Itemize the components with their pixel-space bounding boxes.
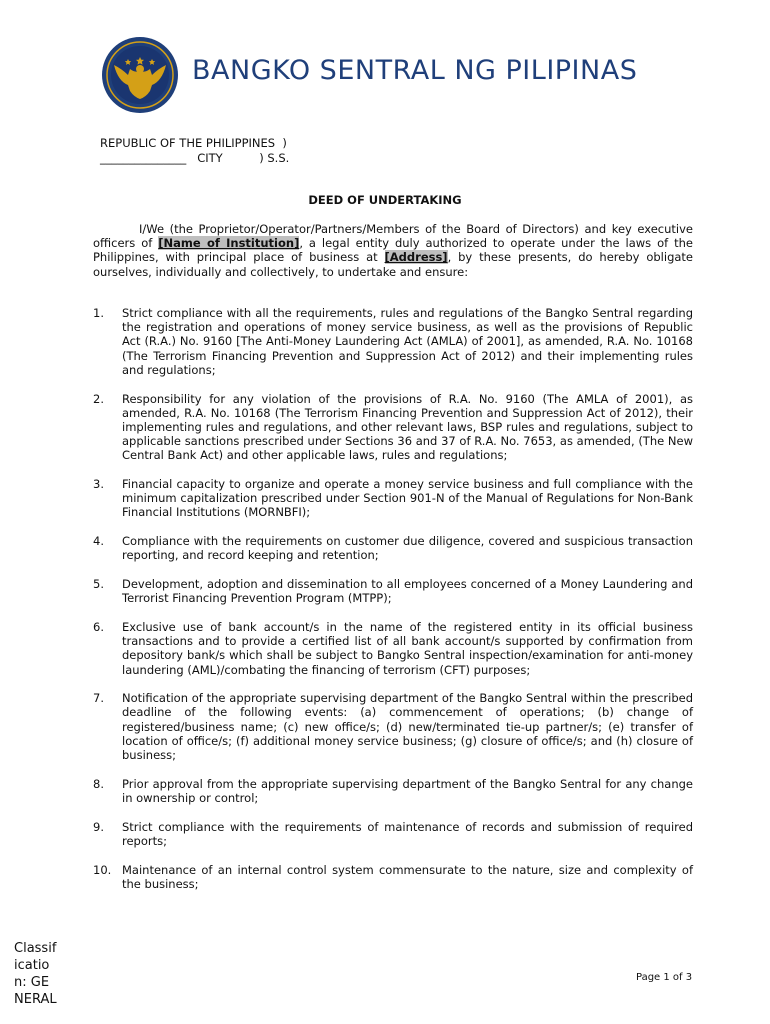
item-text: Exclusive use of bank account/s in the name of the registered entity in its official business transactions and to provide a certified list of all bank account/s supported by confirmation from depository bank/s which shall be subject to Bangko Sentral inspection/examination for anti-money laundering (AML)/combating the financing of terrorism (CFT) purposes; [122, 619, 693, 677]
intro-text-3: , by these presents, do hereby obligate ourselves, individually and collectively, to undertake and ensure: [93, 250, 693, 279]
address-placeholder[interactable]: [Address] [384, 250, 448, 265]
list-item [93, 477, 693, 520]
list-item [93, 577, 693, 605]
item-text: Prior approval from the appropriate supervising department of the Bangko Sentral for any change in ownership or control; [122, 776, 693, 805]
item-text: Maintenance of an internal control system commensurate to the nature, size and complexity of the business; [122, 862, 693, 891]
venue-line-city: _______________ CITY ) S.S. [100, 151, 290, 165]
item-text: Compliance with the requirements on customer due diligence, covered and suspicious transaction reporting, and record keeping and retention; [122, 534, 693, 563]
undertakings-list [93, 306, 693, 906]
list-item [93, 534, 693, 562]
list-item [93, 820, 693, 848]
venue-block [100, 136, 289, 166]
item-text: Financial capacity to organize and operate a money service business and full compliance with the minimum capitalization prescribed under Section 901-N of the Manual of Regulations for Non-Bank Financial Institutions (MORNBFI); [122, 477, 693, 520]
item-text: Strict compliance with all the requirements, rules and regulations of the Bangko Sentral regarding the registration and operations of money service business, as well as the provisions of Republic Act (R.A.) No. 9160 [The Anti-Money Laundering Act (AMLA) of 2001], as amended, R.A. No. 10168 (The Terrorism Financing Prevention and Suppression Act of 2012) and their implementing rules and regulations; [122, 306, 693, 377]
letterhead [100, 35, 700, 117]
list-item [93, 620, 693, 677]
item-number: 2. [93, 391, 104, 406]
item-number: 1. [93, 306, 104, 320]
item-text: Development, adoption and dissemination to all employees concerned of a Money Laundering and Terrorist Financing Prevention Program (MTPP); [122, 577, 693, 606]
intro-text-2: , a legal entity duly authorized to operate under the laws of the Philippines, with principal place of business at [93, 236, 693, 265]
item-text: Responsibility for any violation of the provisions of R.A. No. 9160 (The AMLA of 2001), as amended, R.A. No. 10168 (The Terrorism Financing Prevention and Suppression Act of 2012), their implementing rules and regulations, and other relevant laws, BSP rules and regulations, subject to applicable sanctions prescribed under Sections 36 and 37 of R.A. No. 7653, as amended, (The New Central Bank Act) and other applicable laws, rules and regulations; [122, 391, 693, 463]
institution-name-placeholder[interactable]: [Name of Institution] [158, 236, 300, 251]
item-text: Strict compliance with the requirements of maintenance of records and submission of required reports; [122, 819, 693, 848]
item-text: Notification of the appropriate supervising department of the Bangko Sentral within the prescribed deadline of the following events: (a) commencement of operations; (b) change of registered/business name; (c) new office/s; (d) new/terminated tie-up partner/s; (e) transfer of location of office/s; (f) additional money service business; (g) closure of office/s; and (h) closure of business; [122, 691, 693, 763]
item-number: 10. [93, 862, 112, 877]
list-item [93, 691, 693, 762]
venue-line-republic: REPUBLIC OF THE PHILIPPINES ) [100, 136, 287, 150]
item-number: 6. [93, 619, 104, 634]
page-number: Page 1 of 3 [636, 972, 693, 983]
item-number: 3. [93, 477, 104, 492]
item-number: 7. [93, 691, 104, 706]
intro-text-1: I/We (the Proprietor/Operator/Partners/Members of the Board of Directors) and key executive officers of [93, 222, 693, 251]
item-number: 4. [93, 534, 104, 549]
document-title: DEED OF UNDERTAKING [308, 193, 462, 207]
list-item [93, 392, 693, 463]
list-item [93, 863, 693, 891]
list-item [93, 777, 693, 805]
item-number: 9. [93, 819, 104, 834]
bsp-seal-icon [100, 35, 180, 115]
list-item [93, 306, 693, 377]
intro-paragraph [93, 222, 693, 279]
organization-name: BANGKO SENTRAL NG PILIPINAS [192, 55, 638, 86]
classification-label: Classification: GENERAL [14, 941, 57, 1007]
item-number: 5. [93, 577, 104, 592]
item-number: 8. [93, 776, 104, 791]
